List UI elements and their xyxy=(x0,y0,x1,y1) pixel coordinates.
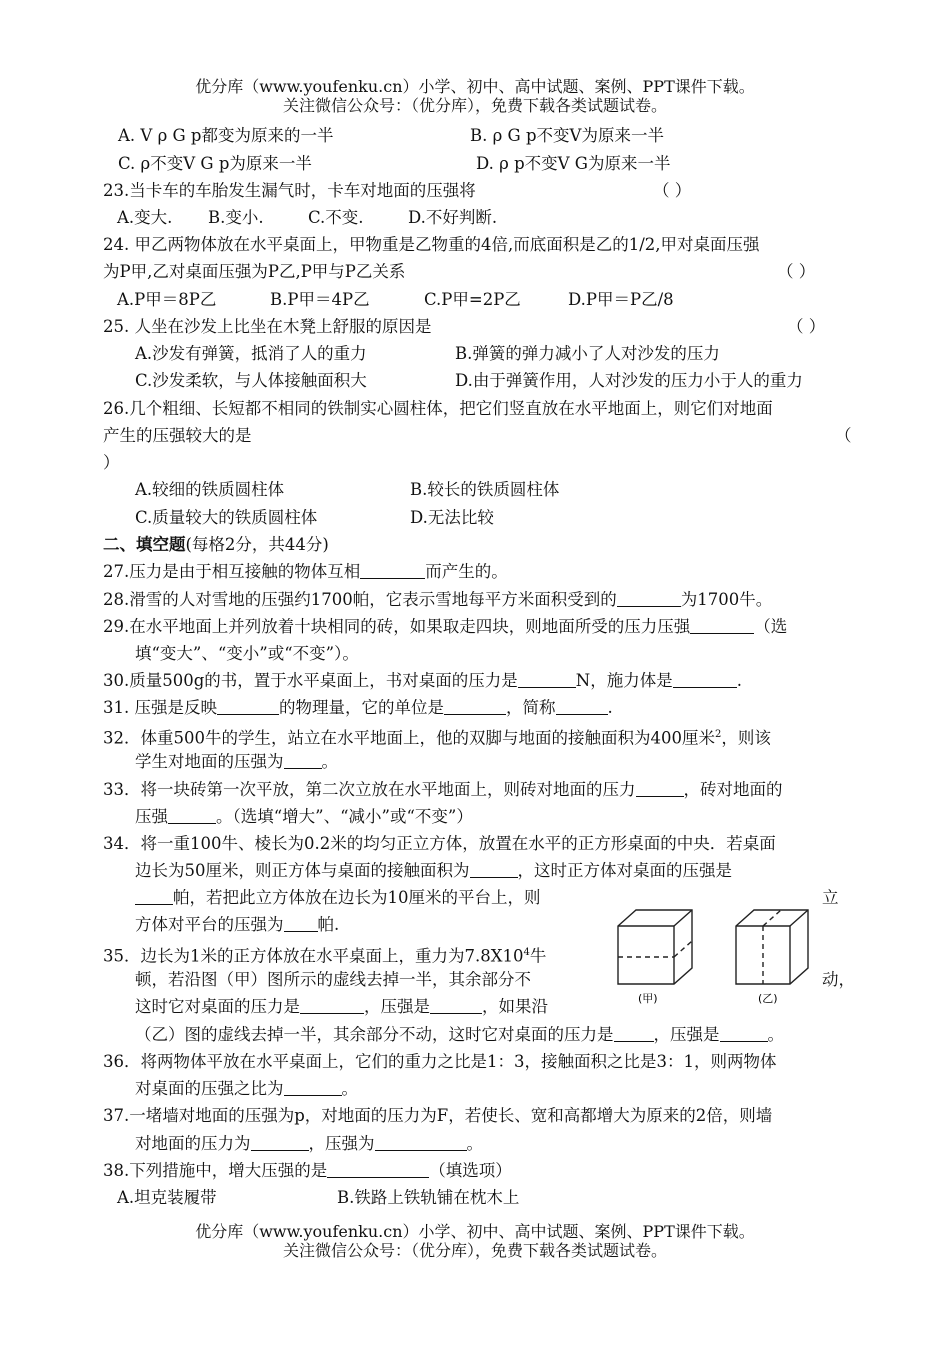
q34-blank-3[interactable] xyxy=(284,915,318,932)
cube-jia xyxy=(618,910,692,984)
q38-text-a: 38.下列措施中，增大压强的是 xyxy=(103,1161,328,1180)
q34-line-4 xyxy=(135,914,339,936)
q38-blank[interactable] xyxy=(327,1161,429,1178)
q37-blank-1[interactable] xyxy=(251,1134,309,1151)
q35-line-2: 顿，若沿图（甲）图所示的虚线去掉一半，其余部分不 xyxy=(135,970,531,989)
q34-line2-text-a: 边长为50厘米，则正方体与桌面的接触面积为 xyxy=(135,861,470,880)
q24-option-d: D.P甲＝P乙/8 xyxy=(568,290,674,309)
q22-option-d: D. ρ p不变V G为原来一半 xyxy=(476,154,671,173)
q30-text-c: . xyxy=(736,671,742,690)
q32-blank[interactable] xyxy=(284,752,322,769)
q35-blank-3[interactable] xyxy=(614,1025,654,1042)
q30 xyxy=(103,670,742,692)
q26-line-2: 产生的压强较大的是 xyxy=(103,426,252,445)
q25-answer-paren: （ ） xyxy=(787,317,826,336)
q32-text-b: ，则该 xyxy=(721,728,771,748)
q37-line2-text-a: 对地面的压力为 xyxy=(135,1134,251,1153)
figure-label-jia: (甲) xyxy=(638,992,658,1005)
q35-line3-text-a: 这时它对桌面的压力是 xyxy=(135,997,300,1016)
q32-line-2 xyxy=(135,751,338,773)
q33-line2-text-a: 压强 xyxy=(135,807,168,826)
q30-text-b: N，施力体是 xyxy=(575,671,673,690)
q26-option-b: B.较长的铁质圆柱体 xyxy=(410,480,560,499)
q23-option-a: A.变大. xyxy=(117,208,173,227)
q31-blank-3[interactable] xyxy=(556,698,608,715)
q35-line-2-end: 动， xyxy=(822,970,855,989)
q38-option-a: A.坦克装履带 xyxy=(117,1188,217,1207)
q29-text-b: （选 xyxy=(754,617,788,636)
q35-blank-4[interactable] xyxy=(720,1025,768,1042)
header-line-2: 关注微信公众号：（优分库），免费下载各类试题试卷。 xyxy=(282,96,667,115)
q36-line2-text-b: 。 xyxy=(341,1079,358,1098)
q34-line2-text-b: ，这时正方体对桌面的压强是 xyxy=(517,861,732,880)
q23-option-c: C.不变. xyxy=(308,208,364,227)
q26-paren-open: （ xyxy=(835,426,852,445)
q26-line-1: 26.几个粗细、长短都不相同的铁制实心圆柱体，把它们竖直放在水平地面上，则它们对地面 xyxy=(103,399,773,418)
q24-option-c: C.P甲=2P乙 xyxy=(424,290,521,309)
q36-line-2 xyxy=(135,1078,358,1100)
q24-option-b: B.P甲＝4P乙 xyxy=(270,290,370,309)
q24-line-2: 为P甲,乙对桌面压强为P乙,P甲与P乙关系 xyxy=(103,262,406,281)
q22-option-b: B. ρ G p不变V为原来一半 xyxy=(470,126,664,145)
q27-blank[interactable] xyxy=(360,562,425,579)
q34-line4-text-a: 方体对平台的压强为 xyxy=(135,915,284,934)
q24-answer-paren: （ ） xyxy=(777,262,816,281)
q35-line3-text-c: ，如果沿 xyxy=(482,997,548,1016)
q23-option-b: B.变小. xyxy=(208,208,264,227)
q28-blank[interactable] xyxy=(617,590,681,607)
q27-text-b: 而产生的。 xyxy=(425,562,508,581)
q31-text-c: ，简称 xyxy=(506,698,556,717)
q38-option-b: B.铁路上铁轨铺在枕木上 xyxy=(337,1188,520,1207)
q32-line2-text-a: 学生对地面的压强为 xyxy=(135,752,284,771)
q26-option-a: A.较细的铁质圆柱体 xyxy=(135,480,285,499)
q33-blank-1[interactable] xyxy=(636,780,684,797)
q26-option-d: D.无法比较 xyxy=(410,508,494,527)
q37-line-2 xyxy=(135,1133,483,1155)
q33-line2-text-b: 。（选填“增大”、“减小”或“不变”） xyxy=(216,807,473,826)
q29-blank[interactable] xyxy=(690,617,754,634)
q35-blank-1[interactable] xyxy=(300,997,364,1014)
q27 xyxy=(103,561,508,583)
q35-line1-text-b: 牛 xyxy=(529,946,547,966)
q35-line-4 xyxy=(135,1024,784,1046)
header-line-1: 优分库（www.youfenku.cn）小学、初中、高中试题、案例、PPT课件下载。 xyxy=(195,77,755,96)
q38 xyxy=(103,1160,512,1182)
q26-option-c: C.质量较大的铁质圆柱体 xyxy=(135,508,318,527)
q22-option-c: C. ρ不变V G p为原来一半 xyxy=(118,154,312,173)
q33-text-a: 33．将一块砖第一次平放，第二次立放在水平地面上，则砖对地面的压力 xyxy=(103,780,636,799)
q25-option-c: C.沙发柔软，与人体接触面积大 xyxy=(135,371,367,390)
q30-blank-1[interactable] xyxy=(518,671,576,688)
q34-blank-2[interactable] xyxy=(135,888,173,905)
cube-figure xyxy=(608,904,818,1010)
q37-blank-2[interactable] xyxy=(375,1134,467,1151)
q35-line1-text-a: 35．边长为1米的正方体放在水平桌面上，重力为7.8X10 xyxy=(103,946,524,966)
q35-blank-2[interactable] xyxy=(430,997,482,1014)
section-2-title: 二、填空题 xyxy=(103,535,186,554)
q34-line-1: 34．将一重100牛、棱长为0.2米的均匀正立方体，放置在水平的正方形桌面的中央．若桌面 xyxy=(103,834,776,853)
q24-option-a: A.P甲＝8P乙 xyxy=(117,290,217,309)
q33-line-2 xyxy=(135,806,473,828)
figure-label-yi: (乙) xyxy=(758,992,778,1005)
q31 xyxy=(103,697,613,719)
q29-line-2: 填“变大”、“变小”或“不变”）。 xyxy=(135,644,359,663)
q31-text-a: 31. 压强是反映 xyxy=(103,698,217,717)
q31-text-b: 的物理量，它的单位是 xyxy=(279,698,444,717)
q33-blank-2[interactable] xyxy=(168,807,216,824)
q35-line3-text-b: ，压强是 xyxy=(364,997,430,1016)
q36-blank[interactable] xyxy=(284,1079,342,1096)
q29 xyxy=(103,616,787,638)
q38-text-b: （填选项） xyxy=(429,1161,512,1180)
q28-text-a: 28.滑雪的人对雪地的压强约1700帕，它表示雪地每平方米面积受到的 xyxy=(103,590,617,609)
q37-line2-text-b: ，压强为 xyxy=(308,1134,375,1153)
q31-blank-1[interactable] xyxy=(217,698,279,715)
q24-line-1: 24. 甲乙两物体放在水平桌面上，甲物重是乙物重的4倍,而底面积是乙的1/2,甲对桌面压强 xyxy=(103,235,760,254)
q26-paren-close: ） xyxy=(103,453,120,472)
q23-stem: 23.当卡车的车胎发生漏气时，卡车对地面的压强将 xyxy=(103,181,476,200)
q32-line2-text-b: 。 xyxy=(321,752,338,771)
q31-text-d: . xyxy=(607,698,613,717)
q34-line3-text-a: 帕，若把此立方体放在边长为10厘米的平台上，则 xyxy=(173,888,541,907)
q33 xyxy=(103,779,783,801)
q25-option-d: D.由于弹簧作用，人对沙发的压力小于人的重力 xyxy=(455,371,803,390)
cube-yi xyxy=(736,910,808,984)
q30-text-a: 30.质量500g的书，置于水平桌面上，书对桌面的压力是 xyxy=(103,671,518,690)
q34-line-3-end: 立 xyxy=(822,888,839,907)
q23-answer-paren: （ ） xyxy=(653,181,692,200)
q25-option-a: A.沙发有弹簧，抵消了人的重力 xyxy=(135,344,367,363)
section-2-note: (每格2分，共44分) xyxy=(185,535,329,554)
q23-option-d: D.不好判断. xyxy=(408,208,498,227)
q34-blank-1[interactable] xyxy=(470,861,518,878)
q37-line-1: 37.一堵墙对地面的压强为p，对地面的压力为F，若使长、宽和高都增大为原来的2倍，则墙 xyxy=(103,1106,773,1125)
q25-option-b: B.弹簧的弹力减小了人对沙发的压力 xyxy=(455,344,720,363)
q35-line-1 xyxy=(103,942,546,968)
q22-option-a: A. V ρ G p都变为原来的一半 xyxy=(118,126,334,145)
q34-line-2 xyxy=(135,860,732,882)
footer-line-2: 关注微信公众号：（优分库），免费下载各类试题试卷。 xyxy=(282,1241,667,1260)
q34-line4-text-b: 帕. xyxy=(317,915,340,934)
q35-line-3 xyxy=(135,996,548,1018)
q31-blank-2[interactable] xyxy=(444,698,506,715)
q30-blank-2[interactable] xyxy=(673,671,737,688)
q35-line4-text-b: ，压强是 xyxy=(653,1025,720,1044)
footer-line-1: 优分库（www.youfenku.cn）小学、初中、高中试题、案例、PPT课件下载。 xyxy=(195,1222,755,1241)
q27-text-a: 27.压力是由于相互接触的物体互相 xyxy=(103,562,361,581)
q33-text-b: ，砖对地面的 xyxy=(683,780,783,799)
q32-text-a: 32．体重500牛的学生，站立在水平地面上，他的双脚与地面的接触面积为400厘米 xyxy=(103,728,715,748)
q36-line2-text-a: 对桌面的压强之比为 xyxy=(135,1079,284,1098)
q36-line-1: 36．将两物体平放在水平桌面上，它们的重力之比是1：3，接触面积之比是3：1，则两物体 xyxy=(103,1052,777,1071)
q32 xyxy=(103,724,771,750)
q35-line4-text-a: （乙）图的虚线去掉一半，其余部分不动，这时它对桌面的压力是 xyxy=(135,1025,614,1044)
q25-stem: 25. 人坐在沙发上比坐在木凳上舒服的原因是 xyxy=(103,317,432,336)
section-2-heading xyxy=(103,534,329,556)
q35-superscript: 4 xyxy=(523,947,530,958)
q29-text-a: 29.在水平地面上并列放着十块相同的砖，如果取走四块，则地面所受的压力压强 xyxy=(103,617,691,636)
q37-line2-text-c: 。 xyxy=(466,1134,483,1153)
q35-line4-text-c: 。 xyxy=(767,1025,784,1044)
q28-text-b: 为1700牛。 xyxy=(680,590,773,609)
q28 xyxy=(103,589,772,611)
q34-line-3 xyxy=(135,887,541,909)
q32-superscript: 2 xyxy=(714,729,722,740)
